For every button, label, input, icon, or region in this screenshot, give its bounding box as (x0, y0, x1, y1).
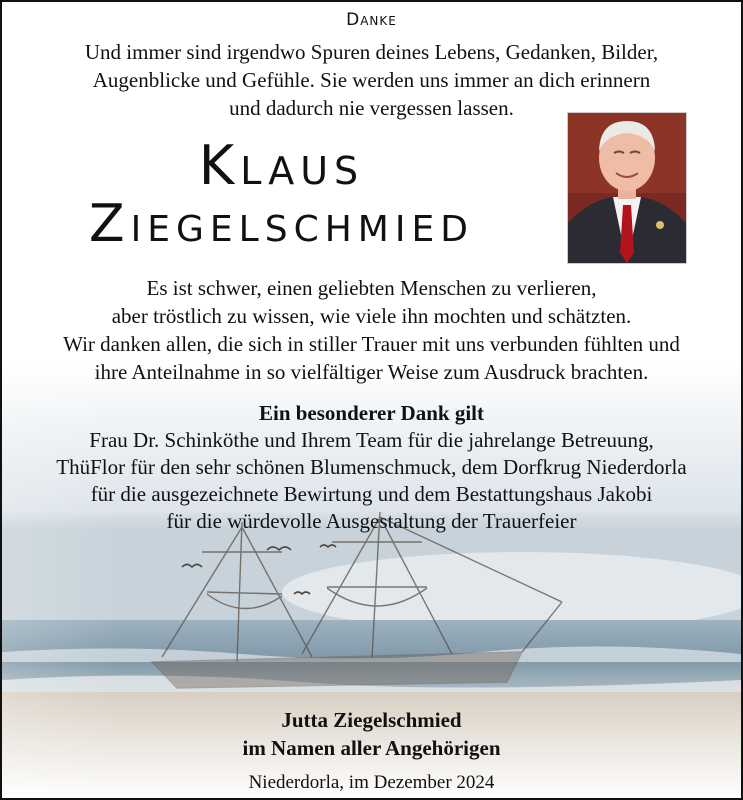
special-thanks (2, 400, 741, 535)
intro-line: Und immer sind irgendwo Spuren deines Lebens, Gedanken, Bilder, (84, 40, 659, 64)
thanks-line: Es ist schwer, einen geliebten Menschen zu verlieren, (146, 276, 597, 300)
special-thanks-title: Ein besonderer Dank gilt (258, 401, 484, 425)
thanks-paragraph (2, 274, 741, 386)
deceased-first-name: Klaus (198, 134, 365, 197)
intro-verse (2, 38, 741, 122)
signature-block (2, 706, 741, 762)
special-thanks-line: für die würdevolle Ausgestaltung der Trauerfeier (166, 509, 577, 533)
deceased-last-name: Ziegelschmied (89, 194, 474, 254)
portrait-photo (567, 112, 687, 264)
place-date: Niederdorla, im Dezember 2024 (248, 772, 495, 793)
thanks-line: Wir danken allen, die sich in stiller Trauer mit uns verbunden fühlten und (63, 332, 680, 356)
thanks-line: aber tröstlich zu wissen, wie viele ihn mochten und schätzten. (111, 304, 632, 328)
thanks-line: ihre Anteilnahme in so vielfältiger Weise zum Ausdruck brachten. (94, 360, 649, 384)
signature-name: Jutta Ziegelschmied (281, 708, 462, 732)
signature-subtitle: im Namen aller Angehörigen (242, 736, 501, 760)
special-thanks-line: für die ausgezeichnete Bewirtung und dem Bestattungshaus Jakobi (90, 482, 653, 506)
special-thanks-line: ThüFlor für den sehr schönen Blumenschmuck, dem Dorfkrug Niederdorla (56, 455, 687, 479)
special-thanks-line: Frau Dr. Schinköthe und Ihrem Team für die jahrelange Betreuung, (89, 428, 654, 452)
intro-line: und dadurch nie vergessen lassen. (229, 96, 514, 120)
intro-line: Augenblicke und Gefühle. Sie werden uns immer an dich erinnern (92, 68, 651, 92)
heading-danke: Danke (346, 10, 397, 30)
